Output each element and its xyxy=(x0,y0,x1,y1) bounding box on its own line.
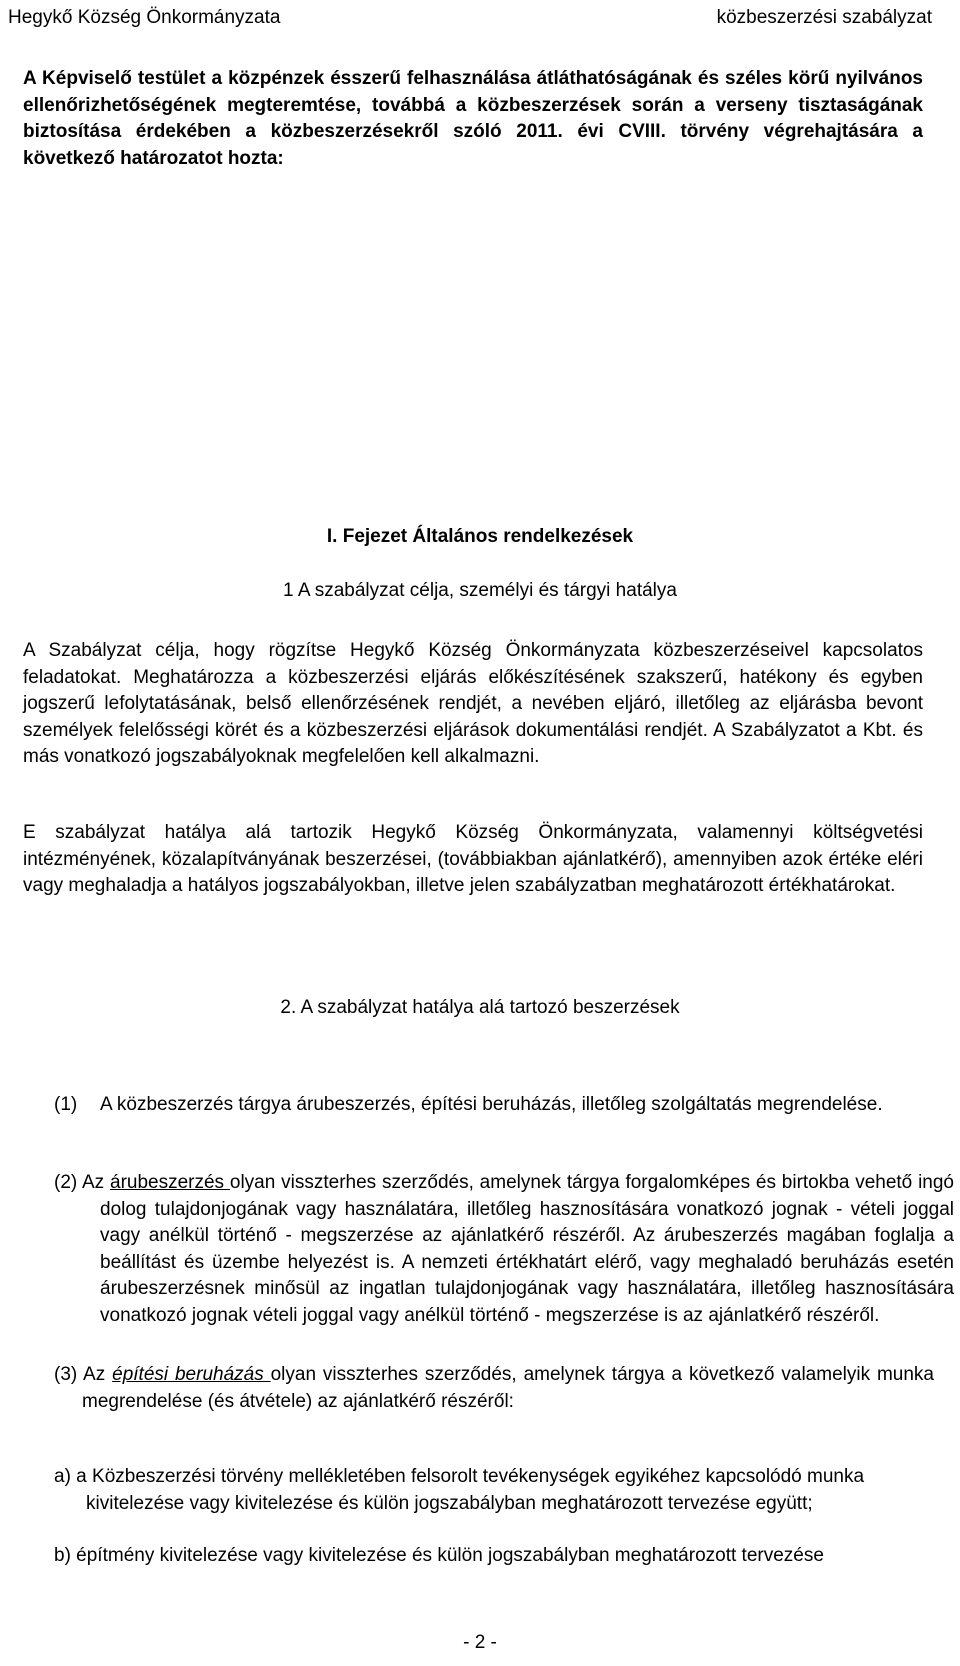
section-2-title: 2. A szabályzat hatálya alá tartozó beszerzések xyxy=(280,997,680,1018)
section-1-paragraph-2: E szabályzat hatálya alá tartozik Hegykő Község Önkormányzata, valamennyi költségvetési intézményének, közalapítványának beszerzései, (továbbiakban ajánlatkérő), amennyiben azok értéke eléri vagy meghaladja a hatályos jogszabályokban, illetve jelen szabályzatban meghatározott értékhatárokat. xyxy=(23,822,923,896)
list-item-1-number: (1) xyxy=(54,1094,78,1115)
list-item-2-text xyxy=(54,1170,954,1329)
sub-item-a-text: a) a Közbeszerzési törvény mellékletében felsorolt tevékenységek egyikéhez kapcsolódó munka kivitelezése vagy kivitelezése és külön jogszabályban meghatározott tervezése együtt; xyxy=(54,1466,865,1514)
list-item-2-body: olyan visszterhes szerződés, amelynek tárgya forgalomképes és birtokba vehető ingó dolog tulajdonjogának vagy használatára, illetőleg hasznosítására vonatkozó jognak - vételi joggal vagy anélkül történő - megszerzése az ajánlatkérő részéről. Az árubeszerzés magában foglalja a beállítást és üzembe helyezést is. A nemzeti értékhatárt elérő, vagy meghaladó beruházás esetén árubeszerzésnek minősül az ingatlan tulajdonjogának vagy használatára, illetőleg hasznosítására vonatkozó jognak vételi joggal vagy anélkül történő - megszerzése is az ajánlatkérő részéről. xyxy=(100,1172,954,1326)
chapter-title: I. Fejezet Általános rendelkezések xyxy=(326,526,634,547)
list-item-2-prefix: (2) Az xyxy=(54,1172,110,1193)
term-epitesi-beruhazas: építési beruházás xyxy=(112,1364,271,1385)
sub-item-b-text: b) építmény kivitelezése vagy kivitelezése és külön jogszabályban meghatározott tervezése xyxy=(54,1545,824,1566)
header-document-title: közbeszerzési szabályzat xyxy=(716,7,932,28)
intro-paragraph: A Képviselő testület a közpénzek ésszerű felhasználása átláthatóságának és széles körű nyilvános ellenőrizhetőségének megteremtése, továbbá a közbeszerzések során a verseny tisztaságának biztosítása érdekében a közbeszerzésekről szóló 2011. évi CVIII. törvény végrehajtására a következő határozatot hozta: xyxy=(23,68,923,169)
section-1-title: 1 A szabályzat célja, személyi és tárgyi hatálya xyxy=(283,580,677,601)
sub-item-a xyxy=(54,1464,934,1517)
list-item-2 xyxy=(54,1170,954,1329)
term-arubeszerzes: árubeszerzés xyxy=(110,1172,230,1193)
page-number: - 2 - xyxy=(463,1632,497,1653)
list-item-3-text xyxy=(54,1362,934,1415)
page-header xyxy=(8,6,932,30)
section-1-paragraph-1: A Szabályzat célja, hogy rögzítse Hegykő Község Önkormányzata közbeszerzéseivel kapcsolatos feladatokat. Meghatározza a közbeszerzési eljárás előkészítésének szakszerű, hatékony és egyben jogszerű lefolytatásának, belső ellenőrzésének rendjét, a nevében eljáró, illetőleg az eljárásba bevont személyek felelősségi körét és a közbeszerzési eljárások dokumentálási rendjét. A Szabályzatot a Kbt. és más vonatkozó jogszabályoknak megfelelően kell alkalmazni. xyxy=(23,640,923,767)
list-item-3-prefix: (3) Az xyxy=(54,1364,113,1385)
sub-item-b xyxy=(54,1543,954,1570)
header-organization: Hegykő Község Önkormányzata xyxy=(8,7,281,28)
list-item-1-text: A közbeszerzés tárgya árubeszerzés, építési beruházás, illetőleg szolgáltatás megrendelése. xyxy=(100,1094,883,1115)
list-item-3 xyxy=(54,1362,934,1415)
list-item-3-body: olyan visszterhes szerződés, amelynek tárgya a következő valamelyik munka megrendelése (és átvétele) az ajánlatkérő részéről: xyxy=(82,1364,934,1412)
